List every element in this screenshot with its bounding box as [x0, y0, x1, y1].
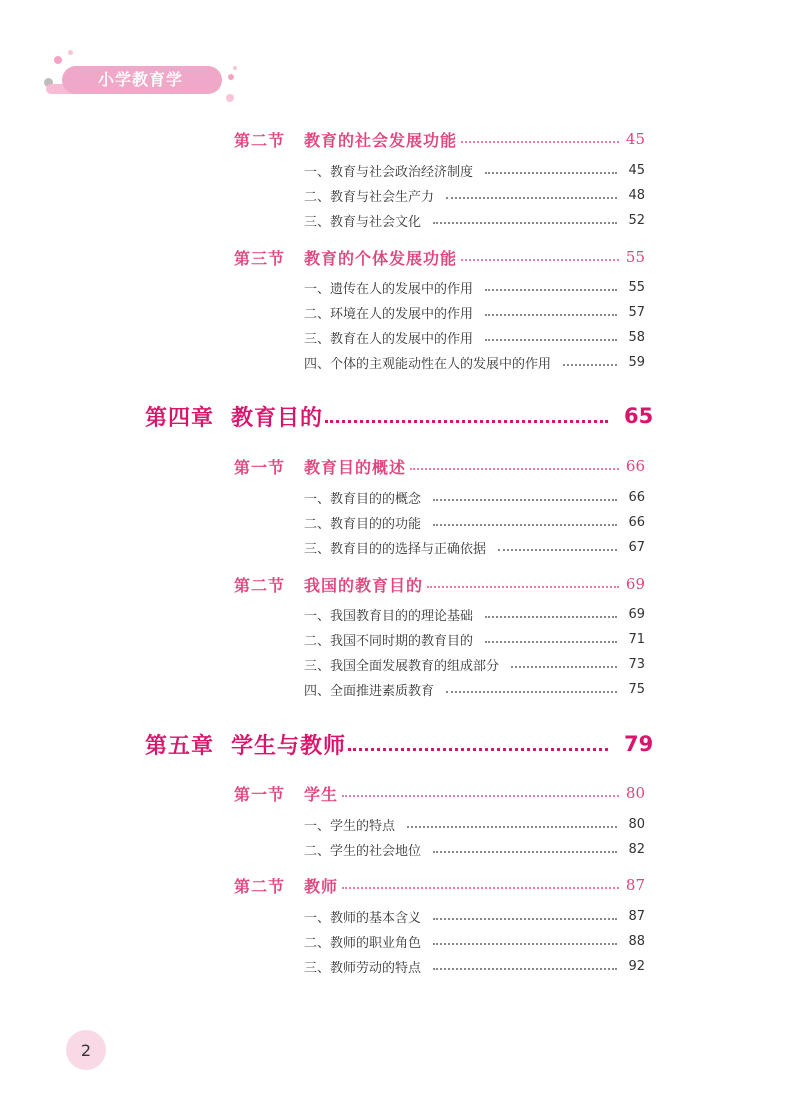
toc-chapter-row[interactable]	[145, 727, 654, 761]
dot-leader	[485, 289, 617, 291]
section-title: 教师	[304, 876, 339, 896]
toc-item-row[interactable]	[304, 653, 645, 675]
toc-item-row[interactable]	[304, 678, 645, 700]
item-title: 二、教师的职业角色	[304, 935, 422, 951]
item-page: 45	[628, 162, 645, 178]
item-page: 71	[628, 631, 645, 647]
dot-leader	[433, 943, 617, 945]
section-page: 66	[625, 457, 645, 475]
toc-item-row[interactable]	[304, 511, 645, 533]
decor-dot	[54, 56, 62, 64]
dot-leader	[433, 524, 617, 526]
toc-item-row[interactable]	[304, 905, 645, 927]
page-number: 2	[66, 1030, 106, 1070]
chapter-number: 第五章	[145, 733, 215, 759]
section-page: 55	[625, 248, 645, 266]
dot-leader	[446, 197, 617, 199]
section-title: 教育目的概述	[304, 457, 407, 477]
dot-leader	[485, 314, 617, 316]
item-title: 二、教育与社会生产力	[304, 189, 435, 205]
item-title: 三、我国全面发展教育的组成部分	[304, 658, 500, 674]
item-title: 二、学生的社会地位	[304, 843, 422, 859]
toc-item-row[interactable]	[304, 184, 645, 206]
item-page: 82	[628, 841, 645, 857]
toc-item-row[interactable]	[304, 351, 645, 373]
section-title: 教育的个体发展功能	[304, 248, 458, 268]
item-page: 48	[628, 187, 645, 203]
item-title: 一、我国教育目的的理论基础	[304, 608, 474, 624]
dot-leader	[427, 586, 619, 588]
toc-section-row[interactable]	[234, 872, 645, 898]
chapter-title: 教育目的	[231, 405, 324, 431]
item-title: 一、遗传在人的发展中的作用	[304, 281, 474, 297]
dot-leader	[461, 259, 619, 261]
item-title: 四、个体的主观能动性在人的发展中的作用	[304, 356, 552, 372]
toc-item-row[interactable]	[304, 486, 645, 508]
item-page: 52	[628, 212, 645, 228]
section-page: 87	[625, 876, 645, 894]
item-page: 55	[628, 279, 645, 295]
item-title: 一、教师的基本含义	[304, 910, 422, 926]
header-banner	[0, 0, 800, 110]
decor-dot	[228, 74, 234, 80]
toc-section-row[interactable]	[234, 571, 645, 597]
decor-dot	[226, 94, 234, 102]
item-page: 59	[628, 354, 645, 370]
toc-item-row[interactable]	[304, 955, 645, 977]
item-title: 一、学生的特点	[304, 818, 396, 834]
item-title: 三、教师劳动的特点	[304, 960, 422, 976]
dot-leader	[485, 641, 617, 643]
toc-item-row[interactable]	[304, 276, 645, 298]
toc-section-row[interactable]	[234, 780, 645, 806]
item-title: 四、全面推进素质教育	[304, 683, 435, 699]
dot-leader	[485, 616, 617, 618]
item-title: 二、教育目的的功能	[304, 516, 422, 532]
dot-leader	[563, 364, 617, 366]
book-title: 小学教育学	[98, 70, 184, 89]
dot-leader	[485, 172, 617, 174]
item-page: 69	[628, 606, 645, 622]
chapter-number: 第四章	[145, 405, 215, 431]
decor-dot	[68, 50, 73, 55]
dot-leader	[342, 887, 619, 889]
section-page: 45	[625, 130, 645, 148]
chapter-page: 79	[624, 732, 654, 756]
item-page: 57	[628, 304, 645, 320]
section-number: 第一节	[234, 784, 286, 804]
toc-item-row[interactable]	[304, 930, 645, 952]
decor-dot	[233, 66, 237, 70]
section-page: 80	[625, 784, 645, 802]
item-title: 一、教育目的的概念	[304, 491, 422, 507]
item-title: 二、环境在人的发展中的作用	[304, 306, 474, 322]
toc-item-row[interactable]	[304, 326, 645, 348]
toc-item-row[interactable]	[304, 813, 645, 835]
section-title: 学生	[304, 784, 339, 804]
toc-item-row[interactable]	[304, 838, 645, 860]
dot-leader	[325, 420, 608, 423]
dot-leader	[433, 222, 617, 224]
toc-item-row[interactable]	[304, 209, 645, 231]
toc-item-row[interactable]	[304, 536, 645, 558]
section-number: 第二节	[234, 130, 286, 150]
toc-item-row[interactable]	[304, 628, 645, 650]
section-title: 我国的教育目的	[304, 575, 424, 595]
dot-leader	[433, 918, 617, 920]
toc-chapter-row[interactable]	[145, 399, 654, 433]
item-page: 73	[628, 656, 645, 672]
item-page: 58	[628, 329, 645, 345]
toc-section-row[interactable]	[234, 126, 645, 152]
toc-item-row[interactable]	[304, 159, 645, 181]
section-number: 第一节	[234, 457, 286, 477]
dot-leader	[485, 339, 617, 341]
dot-leader	[433, 851, 617, 853]
item-page: 67	[628, 539, 645, 555]
toc-item-row[interactable]	[304, 603, 645, 625]
dot-leader	[410, 468, 619, 470]
chapter-page: 65	[624, 404, 654, 428]
dot-leader	[446, 691, 617, 693]
dot-leader	[433, 968, 617, 970]
item-page: 66	[628, 514, 645, 530]
dot-leader	[342, 795, 619, 797]
dot-leader	[407, 826, 617, 828]
dot-leader	[348, 748, 608, 751]
section-number: 第二节	[234, 575, 286, 595]
section-title: 教育的社会发展功能	[304, 130, 458, 150]
item-page: 75	[628, 681, 645, 697]
item-page: 80	[628, 816, 645, 832]
item-title: 一、教育与社会政治经济制度	[304, 164, 474, 180]
item-page: 88	[628, 933, 645, 949]
toc-section-row[interactable]	[234, 453, 645, 479]
item-title: 二、我国不同时期的教育目的	[304, 633, 474, 649]
toc-item-row[interactable]	[304, 301, 645, 323]
section-number: 第三节	[234, 248, 286, 268]
section-number: 第二节	[234, 876, 286, 896]
item-title: 三、教育与社会文化	[304, 214, 422, 230]
section-page: 69	[625, 575, 645, 593]
item-title: 三、教育在人的发展中的作用	[304, 331, 474, 347]
toc-section-row[interactable]	[234, 244, 645, 270]
item-page: 87	[628, 908, 645, 924]
item-page: 92	[628, 958, 645, 974]
item-title: 三、教育目的的选择与正确依据	[304, 541, 487, 557]
dot-leader	[498, 549, 617, 551]
chapter-title: 学生与教师	[231, 733, 347, 759]
dot-leader	[511, 666, 617, 668]
dot-leader	[461, 141, 619, 143]
dot-leader	[433, 499, 617, 501]
item-page: 66	[628, 489, 645, 505]
